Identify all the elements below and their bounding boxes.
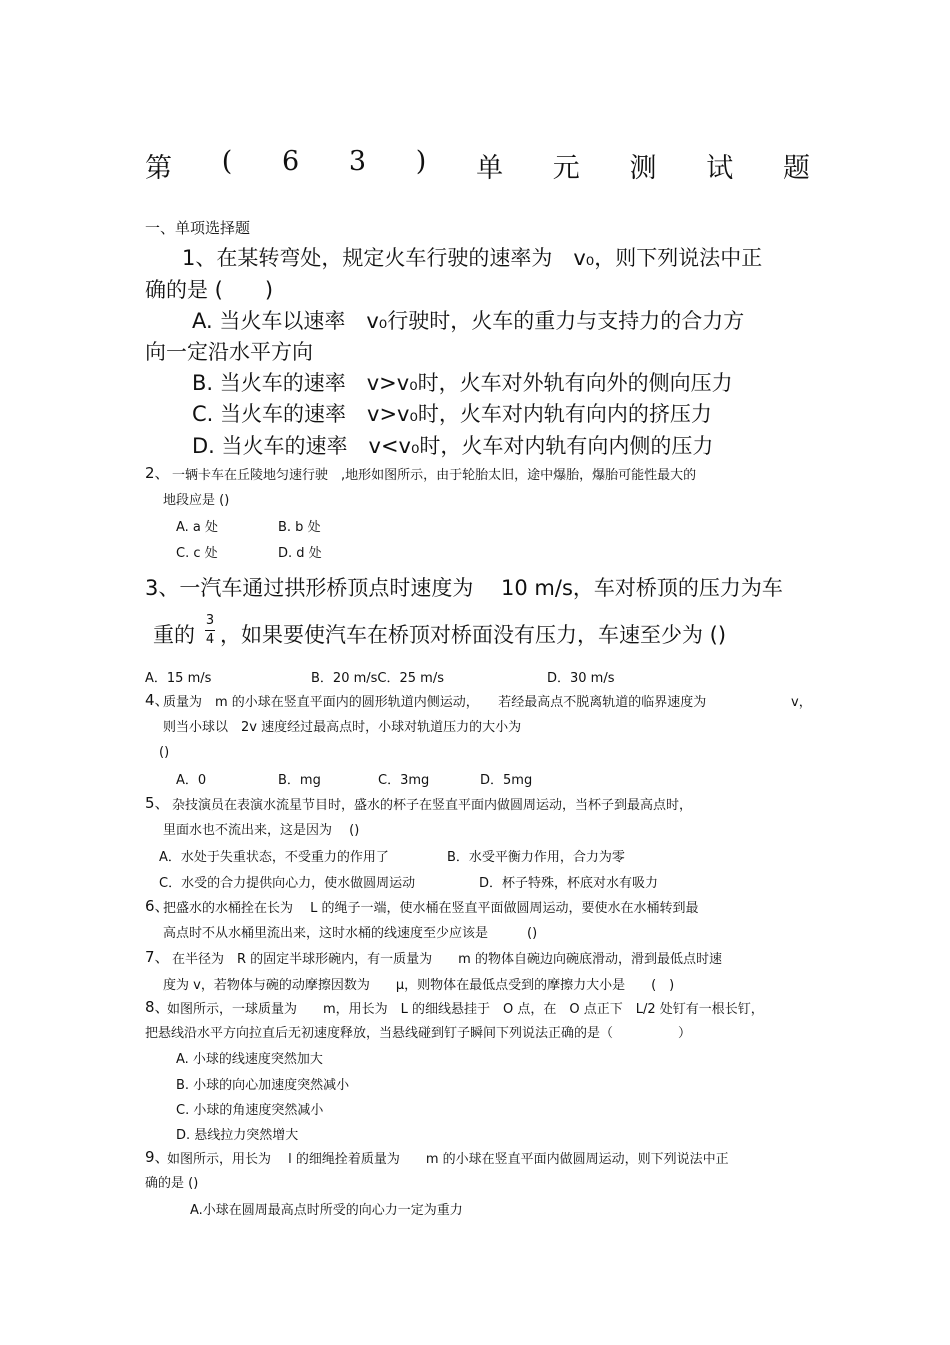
q5-stem-line1: 杂技演员在表演水流星节目时，盛水的杯子在竖直平面内做圆周运动，当杯子到最高点时， (172, 798, 693, 813)
q1-option-c: C. 当火车的速率 v>v₀时，火车对内轨有向内的挤压力 (192, 402, 712, 426)
q4-stem-line1: 质量为 m 的小球在竖直平面内的圆形轨道内侧运动， 若经最高点不脱离轨道的临界速度为 (163, 695, 707, 710)
q9-stem-line2: 确的是 () (145, 1176, 199, 1191)
q8-stem-line1: 如图所示，一球质量为 m，用长为 L 的细线悬挂于 O 点，在 O 点正下 L/2 处钉有一根长钉， (167, 1002, 764, 1017)
q1-stem-line2: 确的是 ( ) (145, 278, 274, 302)
q5-option-b: B．水受平衡力作用，合力为零 (447, 850, 625, 865)
q5-stem-line2: 里面水也不流出来，这是因为 () (163, 823, 360, 838)
q3-stem-prefix: 重的 (153, 623, 195, 647)
q5-option-a: A．水处于失重状态，不受重力的作用了 (159, 850, 389, 865)
section-heading: 一、单项选择题 (145, 219, 251, 237)
q2-stem-line1: 一辆卡车在丘陵地匀速行驶 ,地形如图所示，由于轮胎太旧，途中爆胎，爆胎可能性最大的 (172, 468, 697, 483)
fraction-denominator: 4 (205, 632, 215, 647)
title-char: 6 (281, 146, 300, 177)
q5-option-c: C．水受的合力提供向心力，使水做圆周运动 (159, 876, 416, 891)
q4-option-c: C．3mg (378, 773, 430, 788)
q7-stem-line1: 在半径为 R 的固定半球形碗内，有一质量为 m 的物体自碗边向碗底滑动，滑到最低点时速 (172, 952, 722, 967)
q6-number: 6、 (145, 897, 170, 915)
q4-stem-line2: 则当小球以 2v 速度经过最高点时，小球对轨道压力的大小为 (163, 720, 522, 735)
q3-option-d: D．30 m/s (547, 671, 615, 686)
q2-option-c: C. c 处 (176, 546, 218, 561)
q5-number: 5、 (145, 794, 170, 812)
q6-stem-line2: 高点时不从水桶里流出来，这时水桶的线速度至少应该是 () (163, 926, 538, 941)
title-char: 测 (629, 153, 657, 184)
title-char: 单 (476, 153, 504, 184)
q1-option-b: B. 当火车的速率 v>v₀时，火车对外轨有向外的侧向压力 (192, 371, 733, 395)
q8-number: 8、 (145, 998, 170, 1016)
q2-option-d: D. d 处 (278, 546, 322, 561)
q8-stem-line2: 把悬线沿水平方向拉直后无初速度释放，当悬线碰到钉子瞬间下列说法正确的是（ ） (145, 1026, 692, 1041)
q1-stem-line1: 1、在某转弯处，规定火车行驶的速率为 v₀，则下列说法中正 (182, 246, 763, 270)
q7-number: 7、 (145, 948, 170, 966)
page-title (145, 146, 810, 185)
q2-stem-line2: 地段应是 () (163, 493, 230, 508)
q3-stem-line2: ，如果要使汽车在桥顶对桥面没有压力，车速至少为 () (220, 623, 727, 647)
q4-option-b: B．mg (278, 773, 321, 788)
q4-number: 4、 (145, 691, 170, 709)
q4-stem-line3: () (159, 745, 170, 760)
q8-option-c: C. 小球的角速度突然减小 (176, 1103, 324, 1118)
title-char: 元 (552, 153, 580, 184)
title-char: ) (415, 146, 427, 177)
q4-option-d: D．5mg (480, 773, 533, 788)
q8-option-a: A. 小球的线速度突然加大 (176, 1052, 323, 1067)
q9-stem-line1: 如图所示，用长为 l 的细绳拴着质量为 m 的小球在竖直平面内做圆周运动，则下列说法中正 (167, 1152, 729, 1167)
q1-option-a-line1: A. 当火车以速率 v₀行驶时，火车的重力与支持力的合力方 (192, 309, 745, 333)
q9-number: 9、 (145, 1148, 170, 1166)
q9-option-a: A.小球在圆周最高点时所受的向心力一定为重力 (190, 1203, 463, 1218)
q3-option-a: A．15 m/s (145, 671, 212, 686)
q3-option-bc: B．20 m/sC．25 m/s (311, 671, 444, 686)
q1-option-d: D. 当火车的速率 v<v₀时，火车对内轨有向内侧的压力 (192, 434, 714, 458)
q1-option-a-line2: 向一定沿水平方向 (145, 340, 313, 364)
q5-option-d: D．杯子特殊，杯底对水有吸力 (479, 876, 659, 891)
q8-option-b: B. 小球的向心加速度突然减小 (176, 1078, 350, 1093)
q4-option-a: A．0 (176, 773, 207, 788)
q6-stem-line1: 把盛水的水桶拴在长为 L 的绳子一端，使水桶在竖直平面做圆周运动，要使水在水桶转到最 (163, 901, 699, 916)
title-char: 试 (706, 153, 734, 184)
q2-number: 2、 (145, 464, 170, 482)
q4-stem-line1-end: v， (791, 695, 812, 710)
q2-option-b: B. b 处 (278, 520, 321, 535)
fraction-numerator: 3 (205, 613, 215, 628)
title-char: ( (221, 146, 233, 177)
q3-stem-line1: 3、一汽车通过拱形桥顶点时速度为 10 m/s，车对桥顶的压力为车 (145, 576, 783, 600)
q7-stem-line2: 度为 v，若物体与碗的动摩擦因数为 μ，则物体在最低点受到的摩擦力大小是 ( ) (163, 978, 675, 993)
q2-option-a: A. a 处 (176, 520, 219, 535)
fraction-three-quarters (205, 614, 215, 647)
title-char: 第 (145, 153, 172, 184)
q8-option-d: D. 悬线拉力突然增大 (176, 1128, 299, 1143)
fraction-bar (205, 630, 215, 631)
title-char: 3 (348, 146, 367, 177)
title-char: 题 (782, 153, 810, 184)
